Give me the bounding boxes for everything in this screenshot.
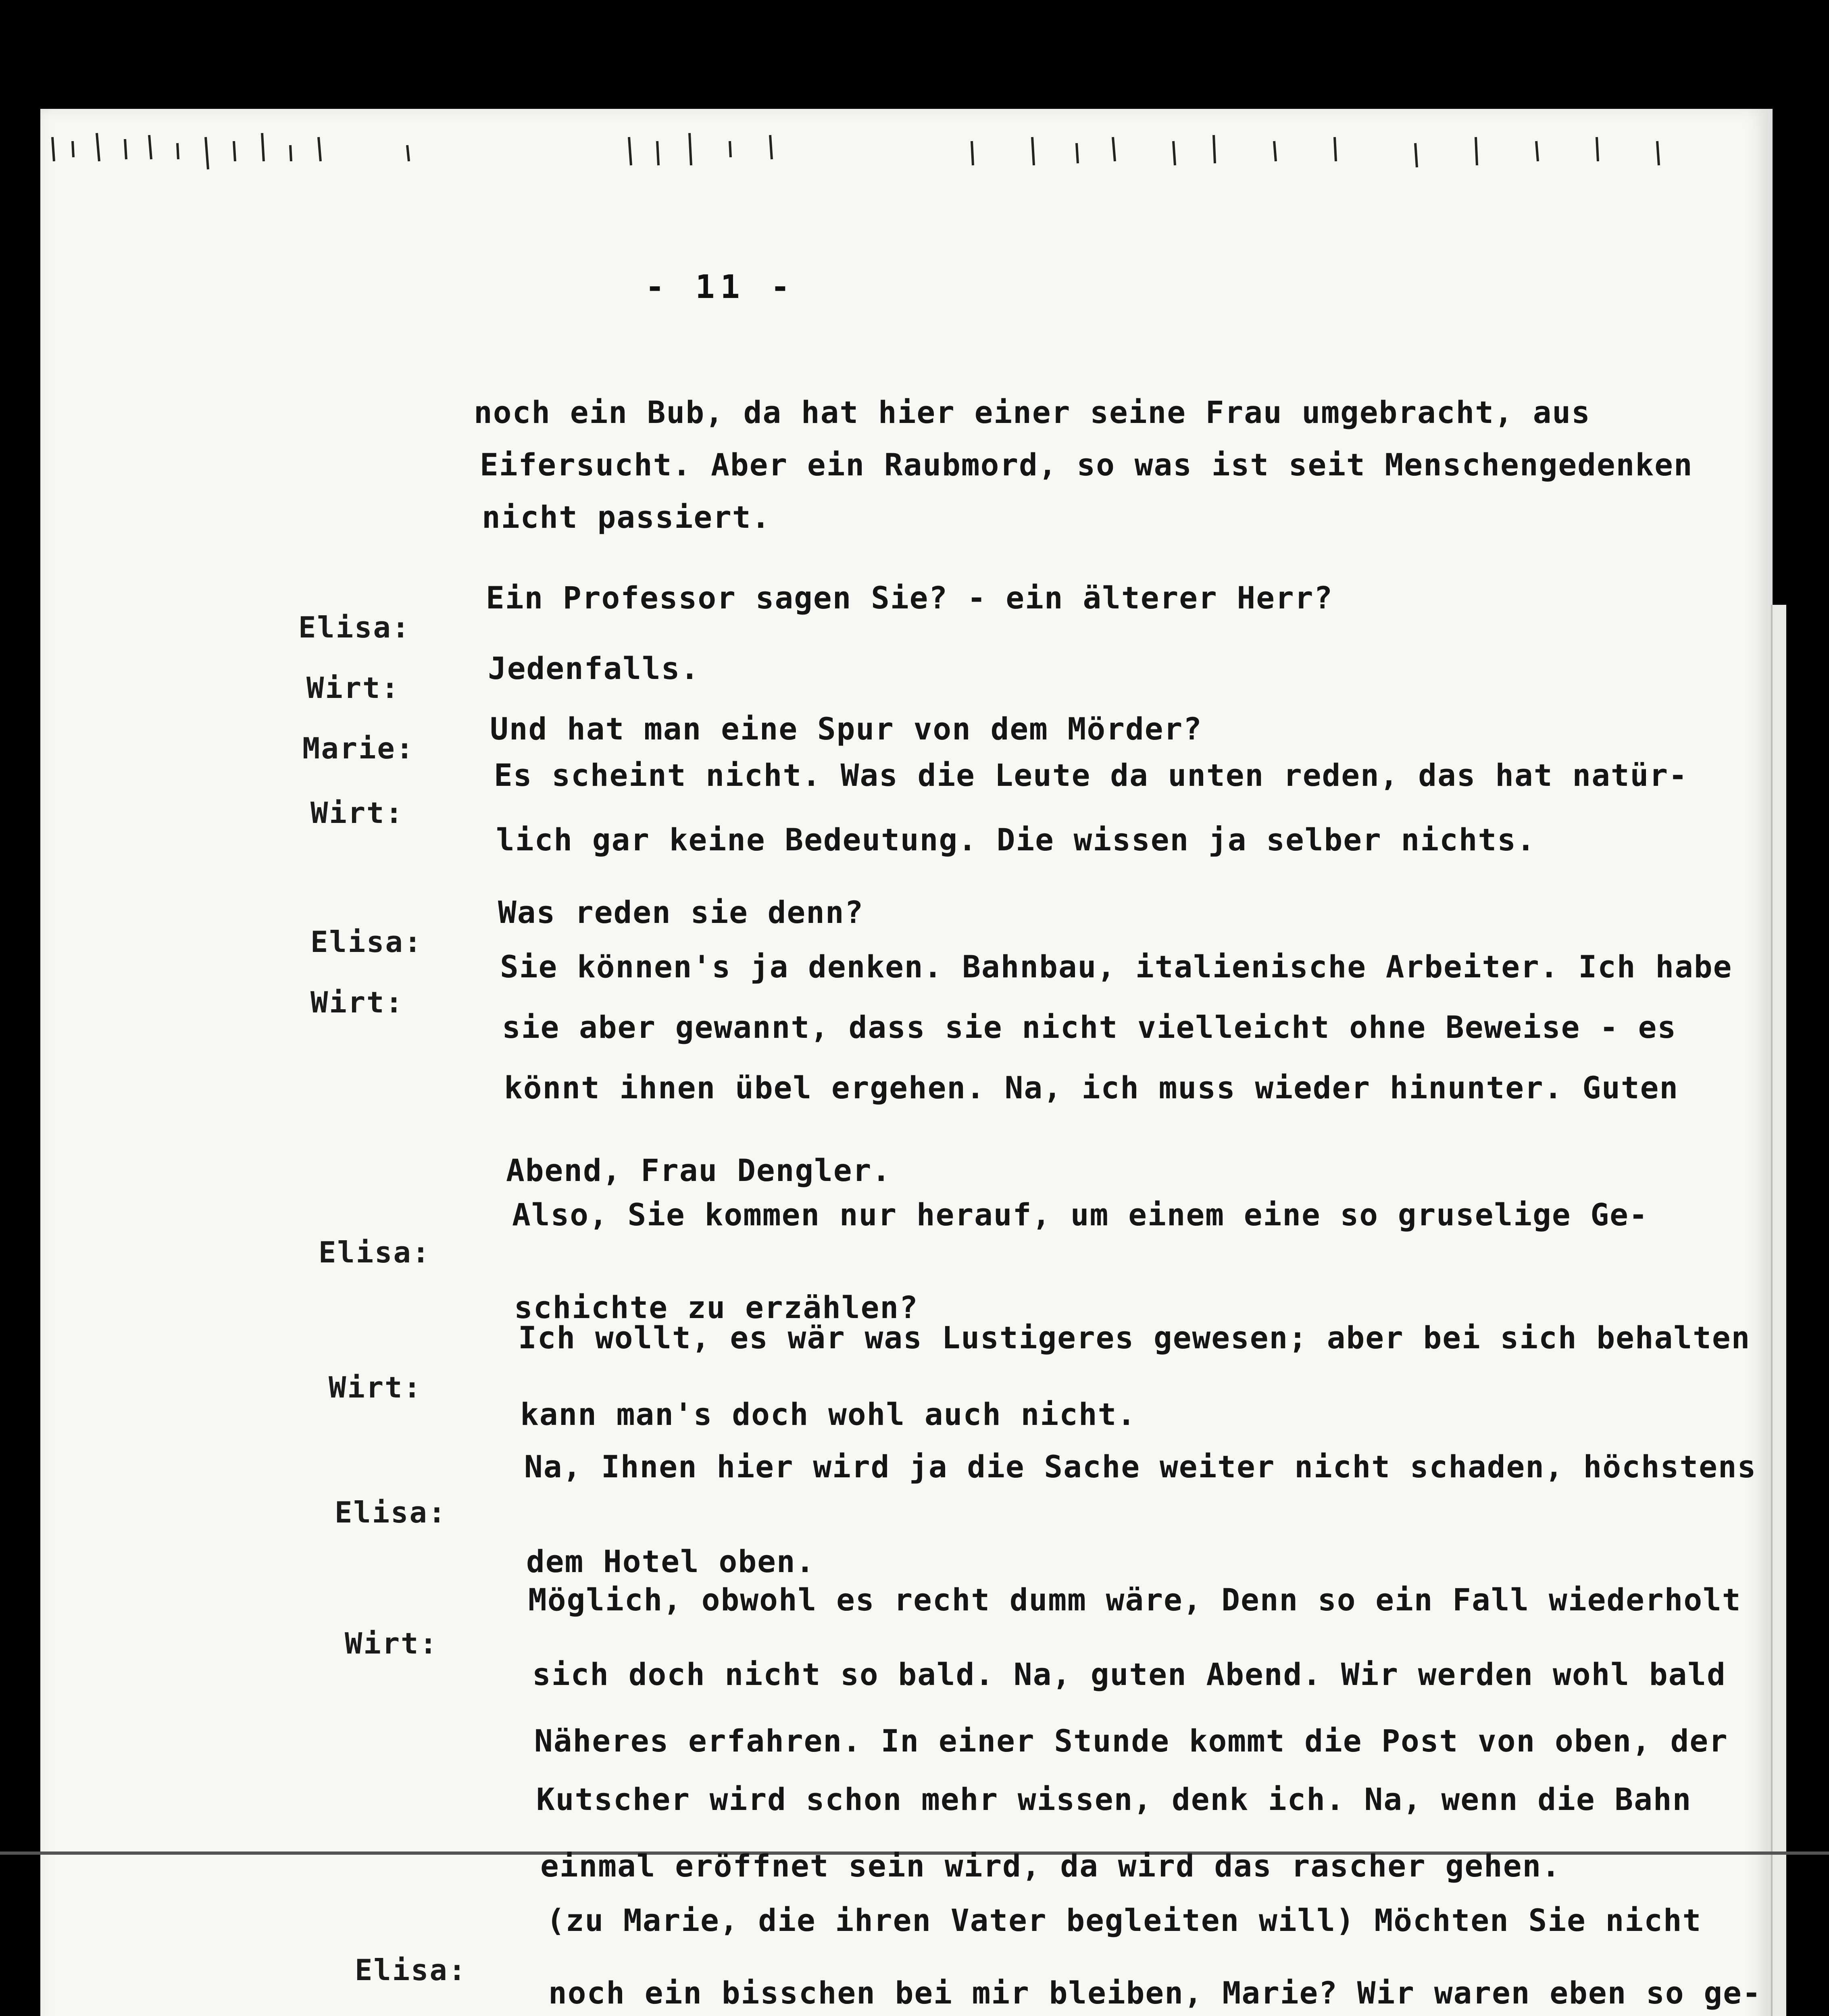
- dialogue-line: schichte zu erzählen?: [514, 1289, 919, 1325]
- speaker-label: Marie:: [302, 731, 415, 765]
- dialogue-line: könnt ihnen übel ergehen. Na, ich muss wieder hinunter. Guten: [504, 1070, 1679, 1106]
- dialogue-line: Sie können's ja denken. Bahnbau, italienische Arbeiter. Ich habe: [500, 949, 1733, 985]
- scan-noise-marks: [44, 121, 1698, 202]
- dialogue-line: Also, Sie kommen nur herauf, um einem eine so gruselige Ge-: [512, 1197, 1648, 1233]
- speaker-label: Elisa:: [335, 1495, 447, 1529]
- dialogue-line: Kutscher wird schon mehr wissen, denk ich. Na, wenn die Bahn: [536, 1781, 1692, 1817]
- dialogue-line: Jedenfalls.: [488, 650, 700, 686]
- speaker-label: Wirt:: [306, 671, 400, 705]
- dialogue-line: einmal eröffnet sein wird, da wird das rascher gehen.: [540, 1848, 1561, 1884]
- speaker-label: Elisa:: [319, 1235, 431, 1269]
- dialogue-line: noch ein Bub, da hat hier einer seine Frau umgebracht, aus: [474, 394, 1591, 430]
- dialogue-line: Was reden sie denn?: [498, 894, 864, 930]
- dialogue-line: (zu Marie, die ihren Vater begleiten will) Möchten Sie nicht: [546, 1902, 1702, 1938]
- dialogue-line: lich gar keine Bedeutung. Die wissen ja selber nichts.: [496, 822, 1536, 858]
- speaker-label: Elisa:: [310, 925, 423, 959]
- page-edge: [1771, 605, 1786, 2016]
- page-number: - 11 -: [645, 268, 796, 306]
- dialogue-line: Abend, Frau Dengler.: [506, 1152, 892, 1188]
- dialogue-line: noch ein bisschen bei mir bleiben, Marie? Wir waren eben so ge-: [548, 1975, 1762, 2011]
- dialogue-line: Eifersucht. Aber ein Raubmord, so was ist seit Menschengedenken: [480, 447, 1693, 483]
- dialogue-line: Es scheint nicht. Was die Leute da unten reden, das hat natür-: [494, 757, 1688, 793]
- speaker-label: Wirt:: [310, 985, 404, 1019]
- dialogue-line: Ich wollt, es wär was Lustigeres gewesen; aber bei sich behalten: [518, 1320, 1751, 1356]
- dialogue-line: Ein Professor sagen Sie? - ein älterer Herr?: [486, 580, 1333, 616]
- dialogue-line: Und hat man eine Spur von dem Mörder?: [490, 711, 1202, 747]
- speaker-label: Elisa:: [355, 1953, 467, 1987]
- speaker-label: Wirt:: [329, 1370, 422, 1404]
- dialogue-line: nicht passiert.: [482, 499, 771, 535]
- dialogue-line: sich doch nicht so bald. Na, guten Abend. Wir werden wohl bald: [532, 1656, 1726, 1692]
- speaker-label: Wirt:: [310, 796, 404, 830]
- dialogue-line: Näheres erfahren. In einer Stunde kommt die Post von oben, der: [534, 1723, 1728, 1759]
- dialogue-line: dem Hotel oben.: [526, 1543, 815, 1579]
- dialogue-line: Na, Ihnen hier wird ja die Sache weiter nicht schaden, höchstens: [524, 1449, 1757, 1485]
- dialogue-line: sie aber gewannt, dass sie nicht vielleicht ohne Beweise - es: [502, 1009, 1677, 1045]
- speaker-label: Elisa:: [298, 610, 411, 644]
- dialogue-line: Möglich, obwohl es recht dumm wäre, Denn so ein Fall wiederholt: [528, 1582, 1742, 1618]
- dialogue-line: kann man's doch wohl auch nicht.: [520, 1396, 1137, 1432]
- speaker-label: Wirt:: [345, 1627, 438, 1660]
